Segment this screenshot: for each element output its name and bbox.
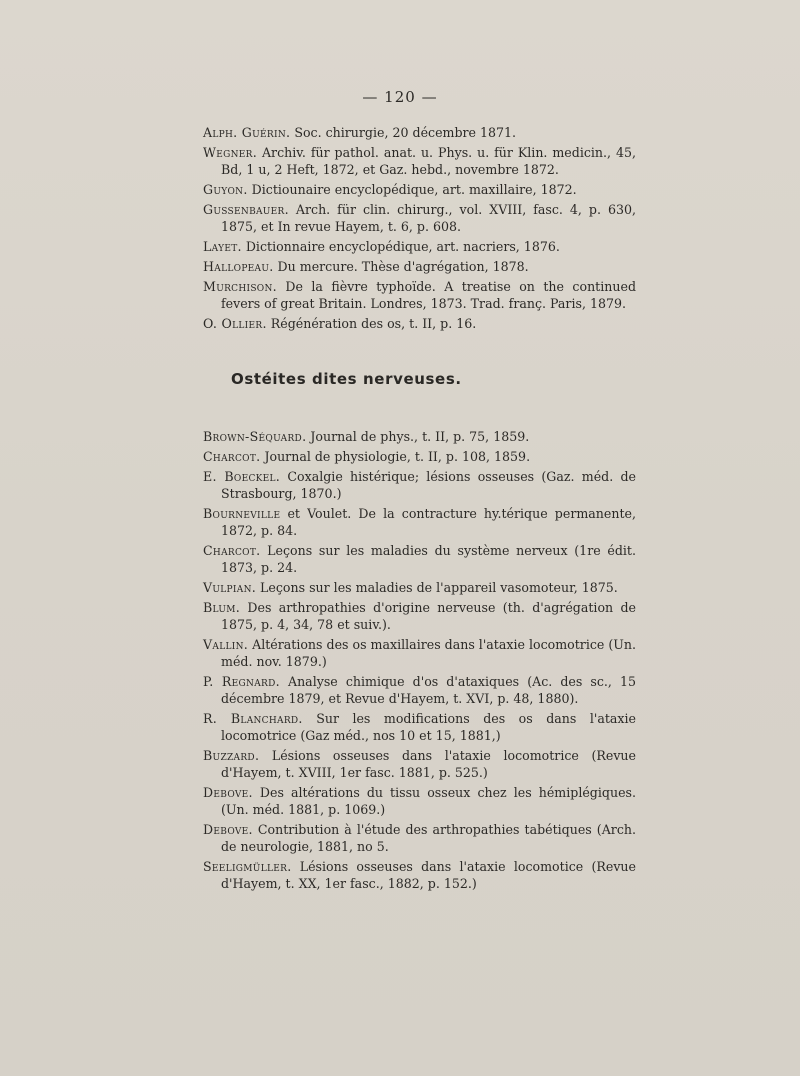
entry-text: Régénération des os, t. II, p. 16.: [266, 316, 477, 331]
entry-author: Guyon.: [203, 182, 248, 197]
entry-text: Analyse chimique d'os d'ataxiques (Ac. des sc., 15 décembre 1879, et Revue d'Hayem, t. XVI, p. 48, 1880).: [221, 674, 636, 706]
entry-author: Wegner.: [203, 145, 258, 160]
entry-author: Murchison.: [203, 279, 277, 294]
bibliography-entry: [203, 673, 636, 707]
entry-author: Alph. Guérin.: [203, 125, 291, 140]
entry-author: Charcot.: [203, 543, 261, 558]
entry-text: Du mercure. Thèse d'agrégation, 1878.: [273, 259, 529, 274]
entry-author: Bourneville: [203, 506, 281, 521]
bibliography-entry: [203, 278, 636, 312]
entry-author: Vulpian.: [203, 580, 257, 595]
entry-text: Journal de phys., t. II, p. 75, 1859.: [306, 429, 530, 444]
entry-text: Soc. chirurgie, 20 décembre 1871.: [290, 125, 517, 140]
bibliography-entry: [203, 315, 636, 332]
entry-text: Dictiounaire encyclopédique, art. maxillaire, 1872.: [247, 182, 577, 197]
entry-author: Seeligmüller.: [203, 859, 292, 874]
bibliography-entry: [203, 599, 636, 633]
bibliography-entry: [203, 448, 636, 465]
entry-text: Des arthropathies d'origine nerveuse (th. d'agrégation de 1875, p. 4, 34, 78 et suiv.).: [221, 600, 636, 632]
entry-text: Lésions osseuses dans l'ataxie locomotrice (Revue d'Hayem, t. XVIII, 1er fasc. 1881, p. 525.): [221, 748, 636, 780]
entry-author: R. Blanchard.: [203, 711, 303, 726]
bibliography-entry: [203, 858, 636, 892]
bibliography-entry: [203, 124, 636, 141]
entry-text: Sur les modifications des os dans l'ataxie locomotrice (Gaz méd., nos 10 et 15, 1881,): [221, 711, 636, 743]
section-title: Ostéites dites nerveuses.: [231, 370, 462, 388]
entry-author: O. Ollier.: [203, 316, 267, 331]
entry-author: Layet.: [203, 239, 242, 254]
entry-author: Buzzard.: [203, 748, 260, 763]
bibliography-entry: [203, 428, 636, 445]
bibliography-entry: [203, 821, 636, 855]
bibliography-entry: [203, 505, 636, 539]
entry-text: Archiv. für pathol. anat. u. Phys. u. für Klin. medicin., 45, Bd, 1 u, 2 Heft, 1872, et Gaz. hebd., novembre 1872.: [221, 145, 636, 177]
bibliography-entry: [203, 579, 636, 596]
entry-text: Arch. für clin. chirurg., vol. XVIII, fasc. 4, p. 630, 1875, et In revue Hayem, t. 6, p. 608.: [221, 202, 636, 234]
entry-author: Gussenbauer.: [203, 202, 289, 217]
entry-text: Leçons sur les maladies du système nerveux (1re édit. 1873, p. 24.: [221, 543, 636, 575]
entry-author: Charcot.: [203, 449, 261, 464]
entry-author: P. Regnard.: [203, 674, 280, 689]
entry-text: Des altérations du tissu osseux chez les hémiplégiques. (Un. méd. 1881, p. 1069.): [221, 785, 636, 817]
bibliography-list-2: [203, 428, 636, 895]
entry-text: et Voulet. De la contracture hy.térique permanente, 1872, p. 84.: [221, 506, 636, 538]
bibliography-entry: [203, 144, 636, 178]
entry-text: Journal de physiologie, t. II, p. 108, 1859.: [260, 449, 531, 464]
entry-text: Dictionnaire encyclopédique, art. nacriers, 1876.: [241, 239, 560, 254]
entry-author: Brown-Séquard.: [203, 429, 307, 444]
bibliography-entry: [203, 710, 636, 744]
entry-text: Lésions osseuses dans l'ataxie locomotice (Revue d'Hayem, t. XX, 1er fasc., 1882, p. 152.): [221, 859, 636, 891]
entry-author: Blum.: [203, 600, 241, 615]
entry-text: Coxalgie histérique; lésions osseuses (Gaz. méd. de Strasbourg, 1870.): [221, 469, 636, 501]
entry-author: Debove.: [203, 822, 253, 837]
bibliography-entry: [203, 636, 636, 670]
entry-author: Hallopeau.: [203, 259, 274, 274]
bibliography-entry: [203, 238, 636, 255]
bibliography-entry: [203, 784, 636, 818]
bibliography-entry: [203, 542, 636, 576]
bibliography-entry: [203, 201, 636, 235]
entry-text: Altérations des os maxillaires dans l'ataxie locomotrice (Un. méd. nov. 1879.): [221, 637, 636, 669]
bibliography-entry: [203, 181, 636, 198]
entry-author: Vallin.: [203, 637, 249, 652]
page-number: — 120 —: [362, 88, 438, 106]
entry-text: Contribution à l'étude des arthropathies tabétiques (Arch. de neurologie, 1881, no 5.: [221, 822, 636, 854]
entry-author: Debove.: [203, 785, 253, 800]
entry-text: Leçons sur les maladies de l'appareil vasomoteur, 1875.: [256, 580, 618, 595]
bibliography-entry: [203, 468, 636, 502]
entry-author: E. Boeckel.: [203, 469, 281, 484]
entry-text: De la fièvre typhoïde. A treatise on the continued fevers of great Britain. Londres, 1873. Trad. franç. Paris, 1879.: [221, 279, 636, 311]
bibliography-entry: [203, 258, 636, 275]
bibliography-entry: [203, 747, 636, 781]
bibliography-list-1: [203, 124, 636, 335]
